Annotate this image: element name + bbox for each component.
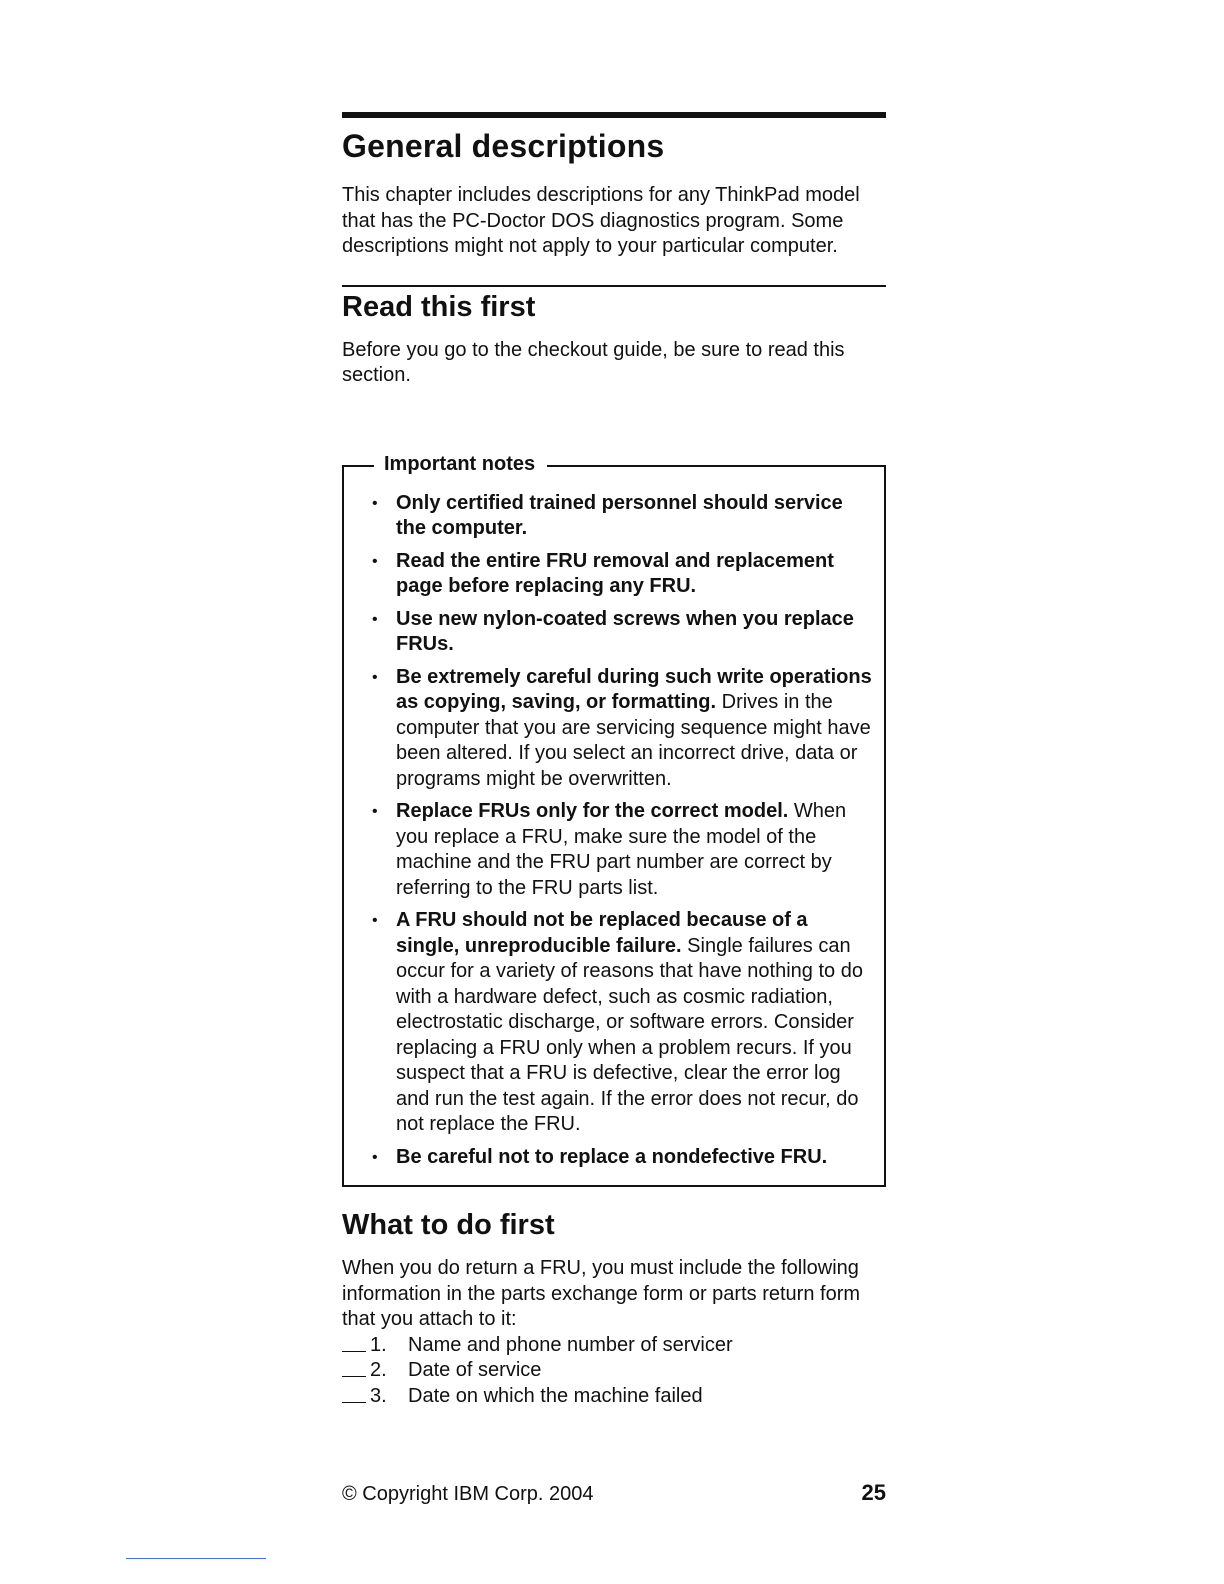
note-item <box>396 491 872 542</box>
note-text: Single failures can occur for a variety of reasons that have nothing to do with a hardware defect, such as cosmic radiation, electrostatic discharge, or software errors. Consider replacing a FRU only when a problem recurs. If you suspect that a FRU is defective, clear the error log and run the test again. If the error does not recur, do not replace the FRU. <box>396 934 863 1135</box>
step-number: 2. <box>370 1359 387 1381</box>
note-item <box>396 799 872 901</box>
note-bold: Only certified trained personnel should service the computer. <box>396 491 843 539</box>
copyright: © Copyright IBM Corp. 2004 <box>342 1483 594 1505</box>
important-notes-title: Important notes <box>374 453 547 476</box>
important-notes-list <box>344 491 884 1171</box>
page-number: 25 <box>861 1480 886 1505</box>
bottom-divider <box>126 1558 266 1559</box>
note-text: Drives in the computer that you are servicing sequence might have been altered. If you select an incorrect drive, data or programs might be overwritten. <box>396 691 871 790</box>
note-text: When you replace a FRU, make sure the model of the machine and the FRU part number are correct by referring to the FRU parts list. <box>396 800 847 899</box>
chapter-title: General descriptions <box>342 128 665 164</box>
note-item <box>396 607 872 658</box>
note-bold: A FRU should not be replaced because of a single, unreproducible failure. <box>396 909 808 957</box>
step-number: 3. <box>370 1384 387 1407</box>
step-text: Date on which the machine failed <box>408 1384 703 1407</box>
note-item <box>396 665 872 793</box>
important-notes-box <box>342 452 886 1188</box>
note-item <box>396 549 872 600</box>
section-rule <box>342 285 886 287</box>
note-bold: Be careful not to replace a nondefective FRU. <box>396 1145 828 1168</box>
checklist-item <box>342 1358 886 1384</box>
note-bold: Use new nylon-coated screws when you replace FRUs. <box>396 607 854 655</box>
note-bold: Read the entire FRU removal and replacement page before replacing any FRU. <box>396 549 834 597</box>
note-item <box>396 908 872 1138</box>
step-text: Date of service <box>408 1359 542 1381</box>
chapter-intro: This chapter includes descriptions for any ThinkPad model that has the PC-Doctor DOS diagnostics program. Some descriptions might not apply to your particular computer. <box>342 184 860 257</box>
step-number: 1. <box>370 1333 387 1356</box>
checkbox-blank <box>342 1358 366 1377</box>
section-title-read-first: Read this first <box>342 290 536 323</box>
what-to-do-first-section <box>342 1209 886 1409</box>
note-bold: Replace FRUs only for the correct model. <box>396 800 789 822</box>
checkbox-blank <box>342 1384 366 1403</box>
step-text: Name and phone number of servicer <box>408 1333 733 1356</box>
what-first-body: When you do return a FRU, you must include the following information in the parts exchange form or parts return form that you attach to it: <box>342 1257 861 1330</box>
checkbox-blank <box>342 1333 366 1352</box>
page-footer <box>342 1480 886 1506</box>
chapter-rule <box>342 112 886 118</box>
checklist-item <box>342 1384 886 1410</box>
checklist <box>342 1333 886 1410</box>
page-content <box>342 112 886 1409</box>
note-item <box>396 1145 872 1171</box>
note-bold: Be extremely careful during such write operations as copying, saving, or formatting. <box>396 665 872 713</box>
checklist-item <box>342 1333 886 1359</box>
read-first-body: Before you go to the checkout guide, be sure to read this section. <box>342 338 845 386</box>
section-title-what-first: What to do first <box>342 1209 555 1241</box>
